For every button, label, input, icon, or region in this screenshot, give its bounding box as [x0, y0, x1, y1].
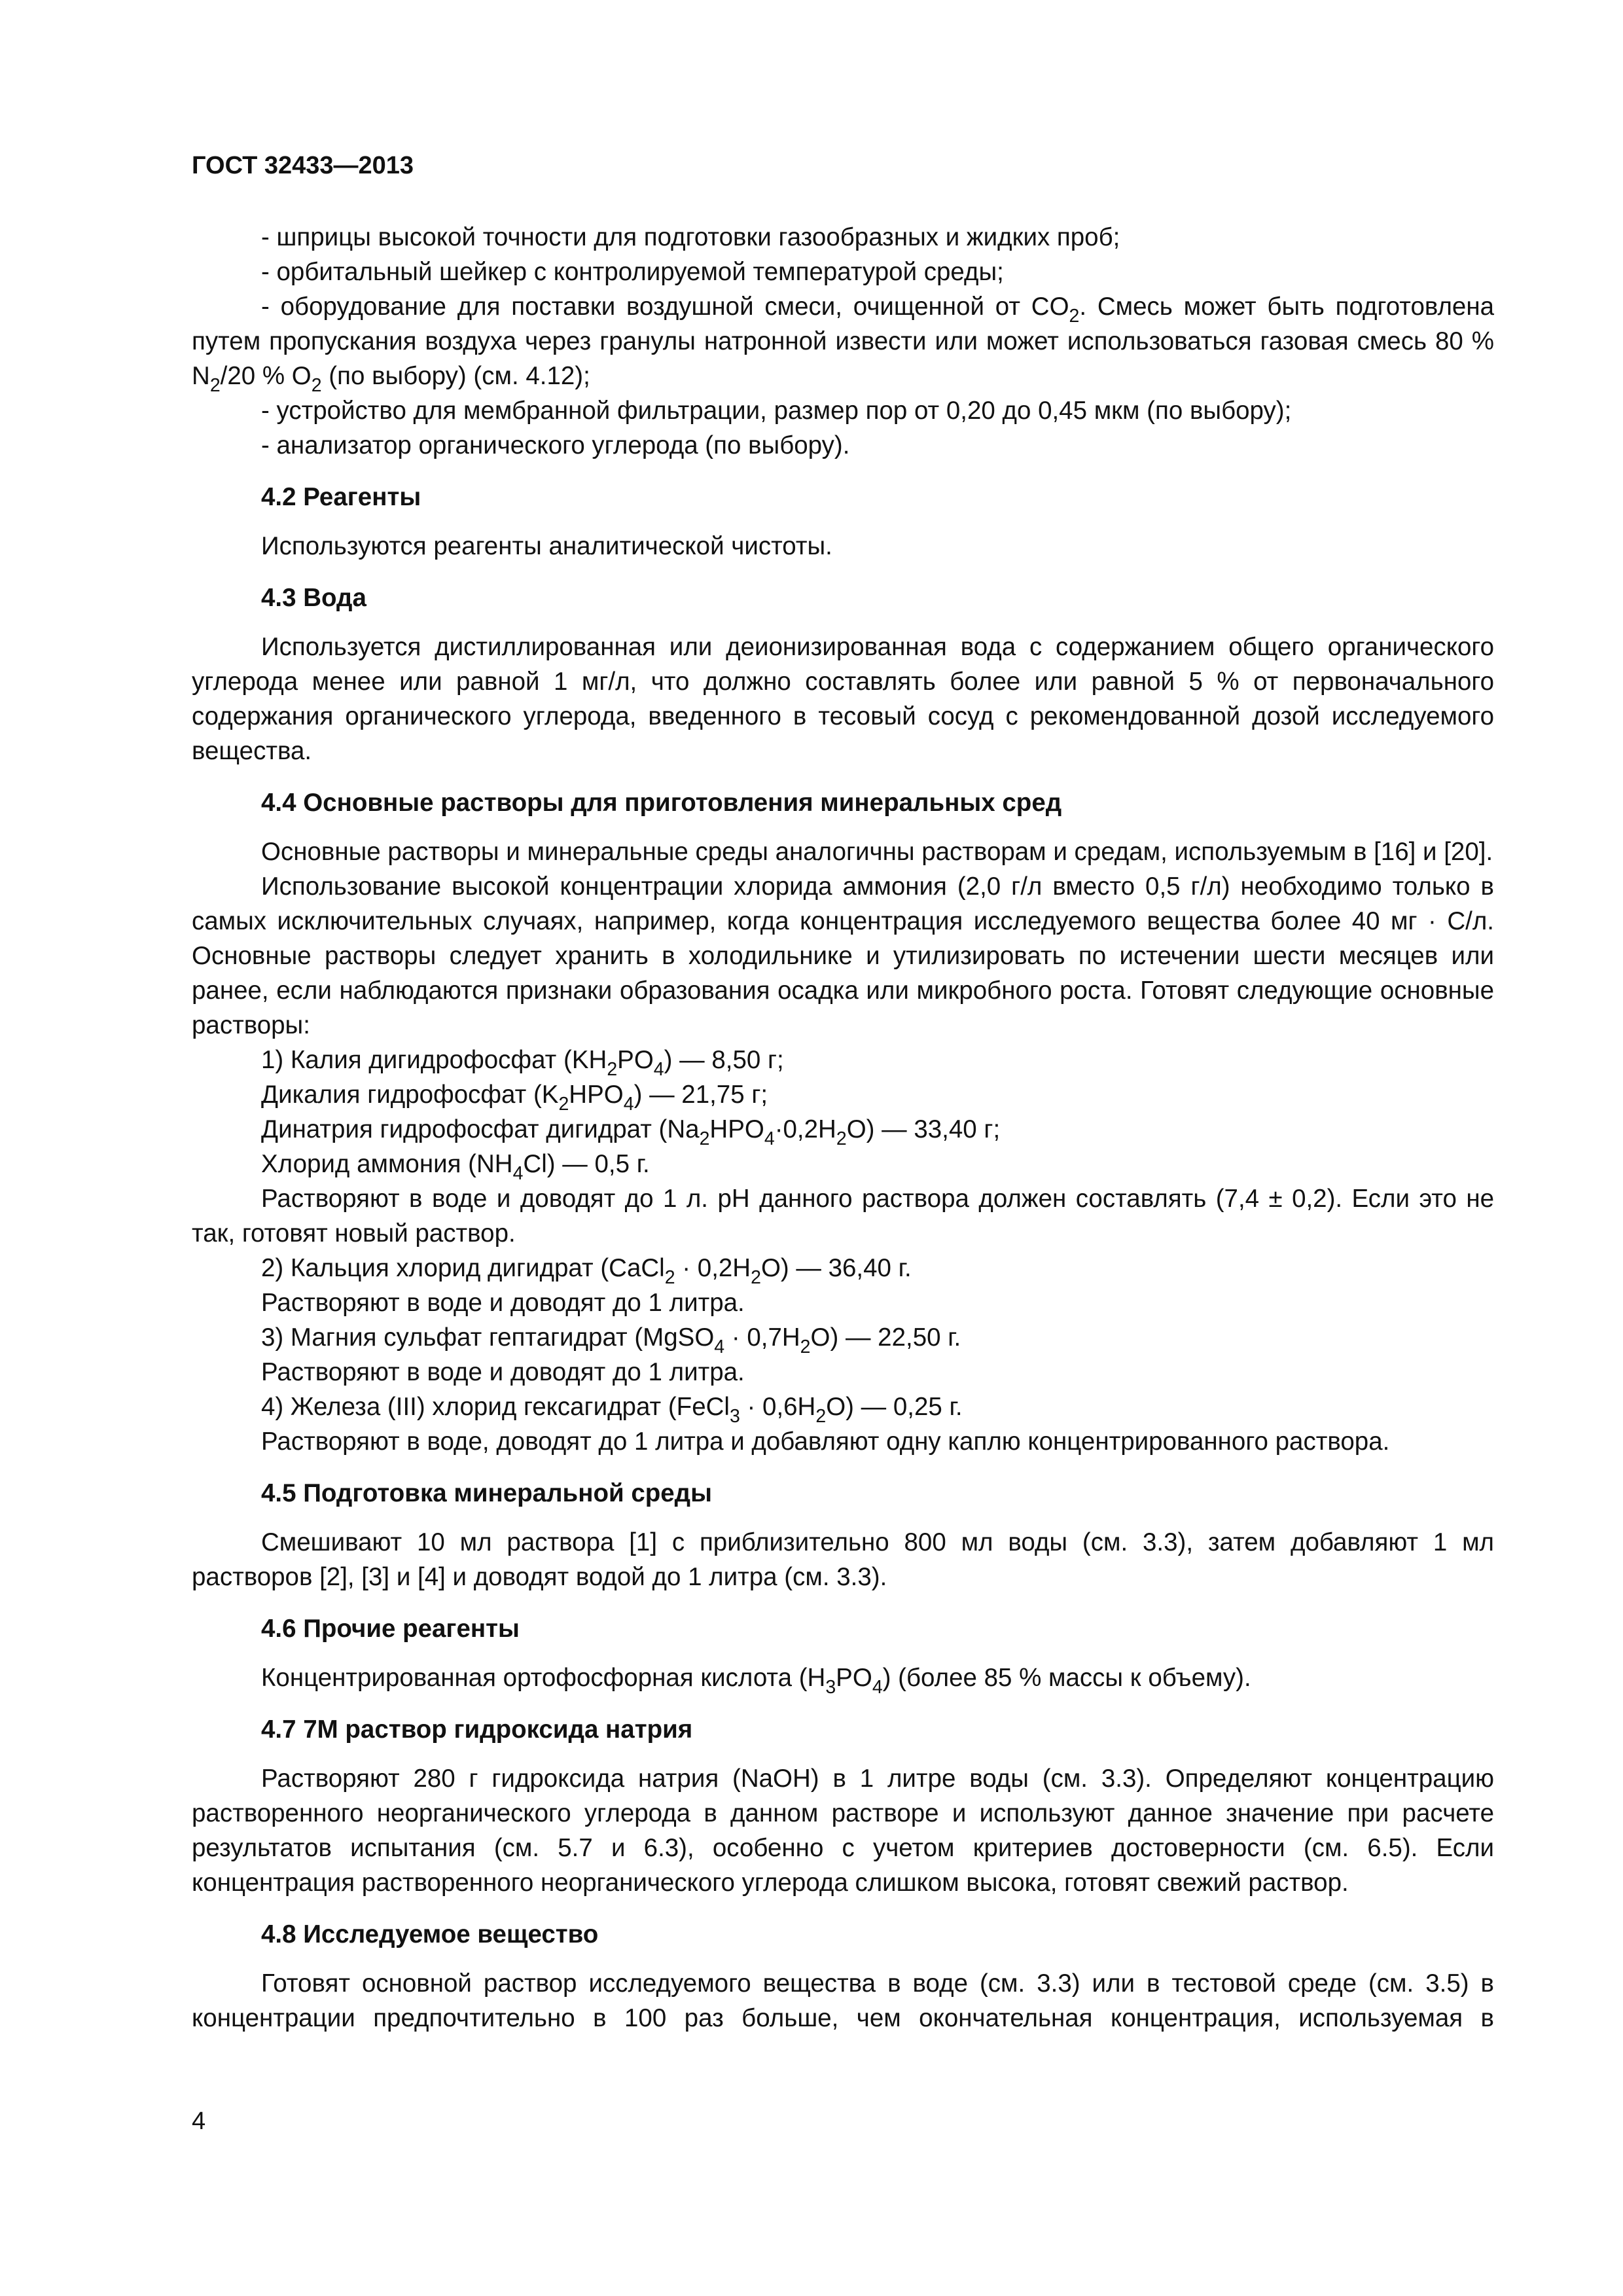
section-text-4-2: Используются реагенты аналитической чистоты.: [261, 532, 832, 560]
list-item: - устройство для мембранной фильтрации, размер пор от 0,20 до 0,45 мкм (по выбору);: [261, 397, 1292, 425]
reagent-line: 4) Железа (III) хлорид гексагидрат (FeCl$_3$ · $0,6H_2O$) — 0,25 г.: [261, 1393, 963, 1427]
paragraph: Растворяют в воде и доводят до 1 л. pH данного раствора должен составлять (7,4 ± 0,2). Если это не так, готовят новый раствор.: [192, 1185, 1494, 1247]
list-item: - анализатор органического углерода (по выбору).: [261, 431, 850, 459]
section-text-4-5: Смешивают 10 мл раствора [1] с приблизительно 800 мл воды (см. 3.3), затем добавляют 1 мл растворов [2], [3] и [4] и доводят водой до 1 литра (см. 3.3).: [192, 1528, 1494, 1591]
list-item: - шприцы высокой точности для подготовки газообразных и жидких проб;: [261, 223, 1120, 251]
paragraph: Основные растворы и минеральные среды аналогичны растворам и средам, используемым в [16] и [20].: [261, 838, 1493, 866]
list-item: - орбитальный шейкер с контролируемой температурой среды;: [261, 258, 1004, 286]
section-text-4-6: Концентрированная ортофосфорная кислота $(H_3PO_4)$ (более 85 % массы к объему).: [261, 1664, 1251, 1698]
reagent-line: 2) Кальция хлорид дигидрат (CaCl$_2$ · $0,2H_2O$) — 36,40 г.: [261, 1254, 912, 1288]
section-heading-4-7: 4.7 7М раствор гидроксида натрия: [261, 1715, 693, 1744]
reagent-line: 1) Калия дигидрофосфат $(KH_2PO_4)$ — 8,50 г;: [261, 1046, 784, 1080]
paragraph: Растворяют в воде, доводят до 1 литра и добавляют одну каплю концентрированного раствора.: [261, 1427, 1390, 1456]
page-number: 4: [192, 2108, 206, 2135]
list-item: - оборудование для поставки воздушной смеси, очищенной от $CO_2$. Смесь может быть подготовлена путем пропускания воздуха через гранулы натронной извести или может использоваться газовая смесь 80 % $N_2/20$ % $O_2$ (по выбору) (см. 4.12);: [192, 293, 1494, 396]
reagent-line: Дикалия гидрофосфат $(K_2HPO_4)$ — 21,75 г;: [261, 1081, 768, 1115]
document-header: ГОСТ 32433—2013: [192, 152, 414, 179]
section-heading-4-3: 4.3 Вода: [261, 584, 366, 612]
reagent-line: 3) Магния сульфат гептагидрат (MgSO$_4$ · $0,7H_2O$) — 22,50 г.: [261, 1323, 961, 1357]
document-body: [192, 220, 1494, 2036]
reagent-line: Хлорид аммония $(NH_4Cl)$ — 0,5 г.: [261, 1150, 650, 1184]
section-heading-4-8: 4.8 Исследуемое вещество: [261, 1920, 599, 1948]
section-heading-4-6: 4.6 Прочие реагенты: [261, 1615, 520, 1643]
paragraph: Растворяют в воде и доводят до 1 литра.: [261, 1358, 745, 1386]
section-text-4-3: Используется дистиллированная или деионизированная вода с содержанием общего органического углерода менее или равной 1 мг/л, что должно составлять более или равной 5 % от первоначального содержания органического углерода, введенного в тесовый сосуд с рекомендованной дозой исследуемого вещества.: [192, 633, 1494, 765]
paragraph: Использование высокой концентрации хлорида аммония (2,0 г/л вместо 0,5 г/л) необходимо только в самых исключительных случаях, например, когда концентрация исследуемого вещества более 40 мг · С/л. Основные растворы следует хранить в холодильнике и утилизировать по истечении шести месяцев или ранее, если наблюдаются признаки образования осадка или микробного роста. Готовят следующие основные растворы:: [192, 872, 1494, 1039]
equipment-list: [192, 220, 1494, 463]
section-heading-4-5: 4.5 Подготовка минеральной среды: [261, 1479, 712, 1507]
section-text-4-8: Готовят основной раствор исследуемого вещества в воде (см. 3.3) или в тестовой среде (см. 3.5) в концентрации предпочтительно в 100 раз больше, чем окончательная концентрация, используемая в: [192, 1969, 1494, 2032]
reagent-line: Динатрия гидрофосфат дигидрат $(Na_2HPO_4\cdot 0,2H_2O)$ — 33,40 г;: [261, 1115, 1001, 1149]
paragraph: Растворяют в воде и доводят до 1 литра.: [261, 1289, 745, 1317]
section-heading-4-4: 4.4 Основные растворы для приготовления минеральных сред: [261, 789, 1062, 817]
section-text-4-7: Растворяют 280 г гидроксида натрия (NaOH) в 1 литре воды (см. 3.3). Определяют концентрацию растворенного неорганического углерода в данном растворе и используют данное значение при расчете результатов испытания (см. 5.7 и 6.3), особенно с учетом критериев достоверности (см. 6.5). Если концентрация растворенного неорганического углерода слишком высока, готовят свежий раствор.: [192, 1765, 1494, 1897]
section-heading-4-2: 4.2 Реагенты: [261, 483, 421, 511]
